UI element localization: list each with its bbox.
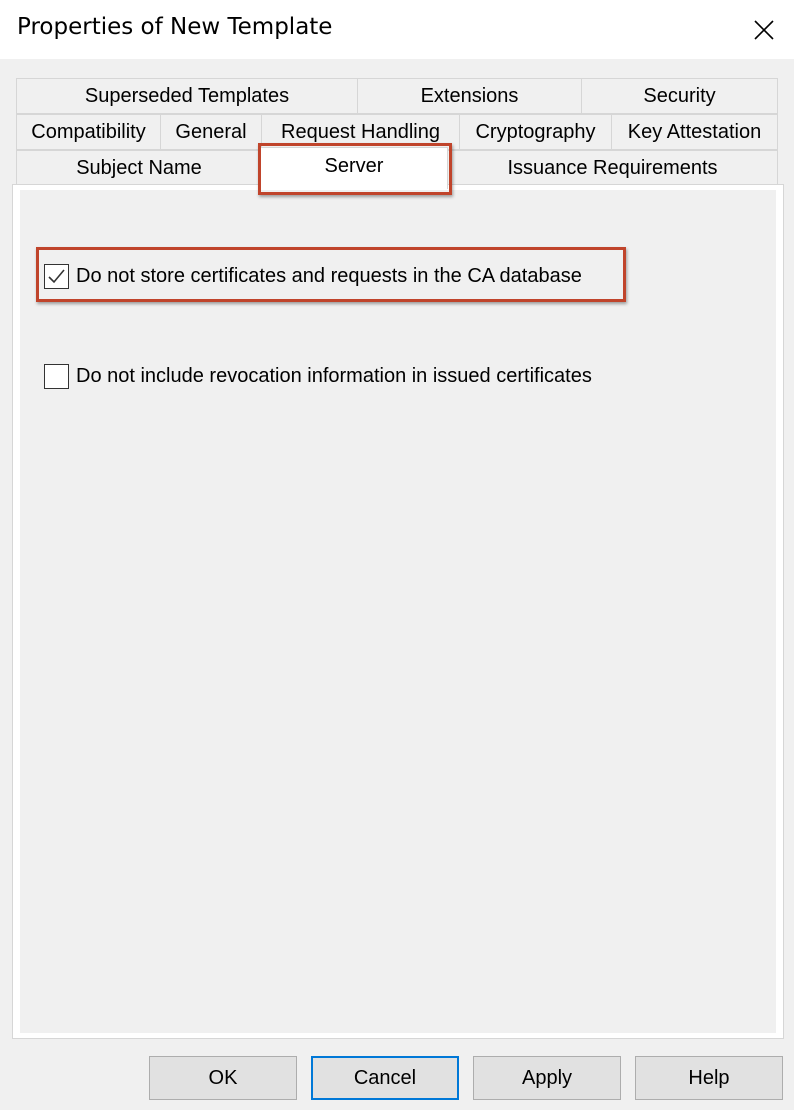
tab-superseded-templates[interactable]: Superseded Templates (16, 78, 358, 114)
tab-compatibility[interactable]: Compatibility (16, 114, 161, 150)
tab-subject-name[interactable]: Subject Name (16, 150, 262, 186)
cancel-button[interactable]: Cancel (311, 1056, 459, 1100)
tab-panel-server (12, 184, 784, 1039)
checkbox-do-not-include-revocation[interactable] (44, 364, 69, 389)
tab-issuance-requirements[interactable]: Issuance Requirements (447, 150, 778, 186)
ok-button[interactable]: OK (149, 1056, 297, 1100)
panel-content (20, 190, 776, 1033)
help-button[interactable]: Help (635, 1056, 783, 1100)
tab-server[interactable]: Server (260, 147, 448, 189)
checkbox-label: Do not store certificates and requests in the CA database (76, 265, 582, 287)
checkbox-do-not-store[interactable] (44, 264, 69, 289)
checkbox-label: Do not include revocation information in issued certificates (76, 365, 592, 387)
title-bar (0, 0, 794, 59)
tab-request-handling[interactable]: Request Handling (261, 114, 460, 150)
tab-general[interactable]: General (160, 114, 262, 150)
close-button[interactable] (734, 0, 794, 59)
tab-cryptography[interactable]: Cryptography (459, 114, 612, 150)
window-title: Properties of New Template (17, 14, 333, 40)
tab-extensions[interactable]: Extensions (357, 78, 582, 114)
option-do-not-store-certificates[interactable] (44, 264, 582, 289)
tab-security[interactable]: Security (581, 78, 778, 114)
option-do-not-include-revocation[interactable] (44, 364, 592, 389)
checkmark-icon (47, 267, 66, 286)
apply-button[interactable]: Apply (473, 1056, 621, 1100)
close-icon (753, 19, 775, 41)
tab-key-attestation[interactable]: Key Attestation (611, 114, 778, 150)
